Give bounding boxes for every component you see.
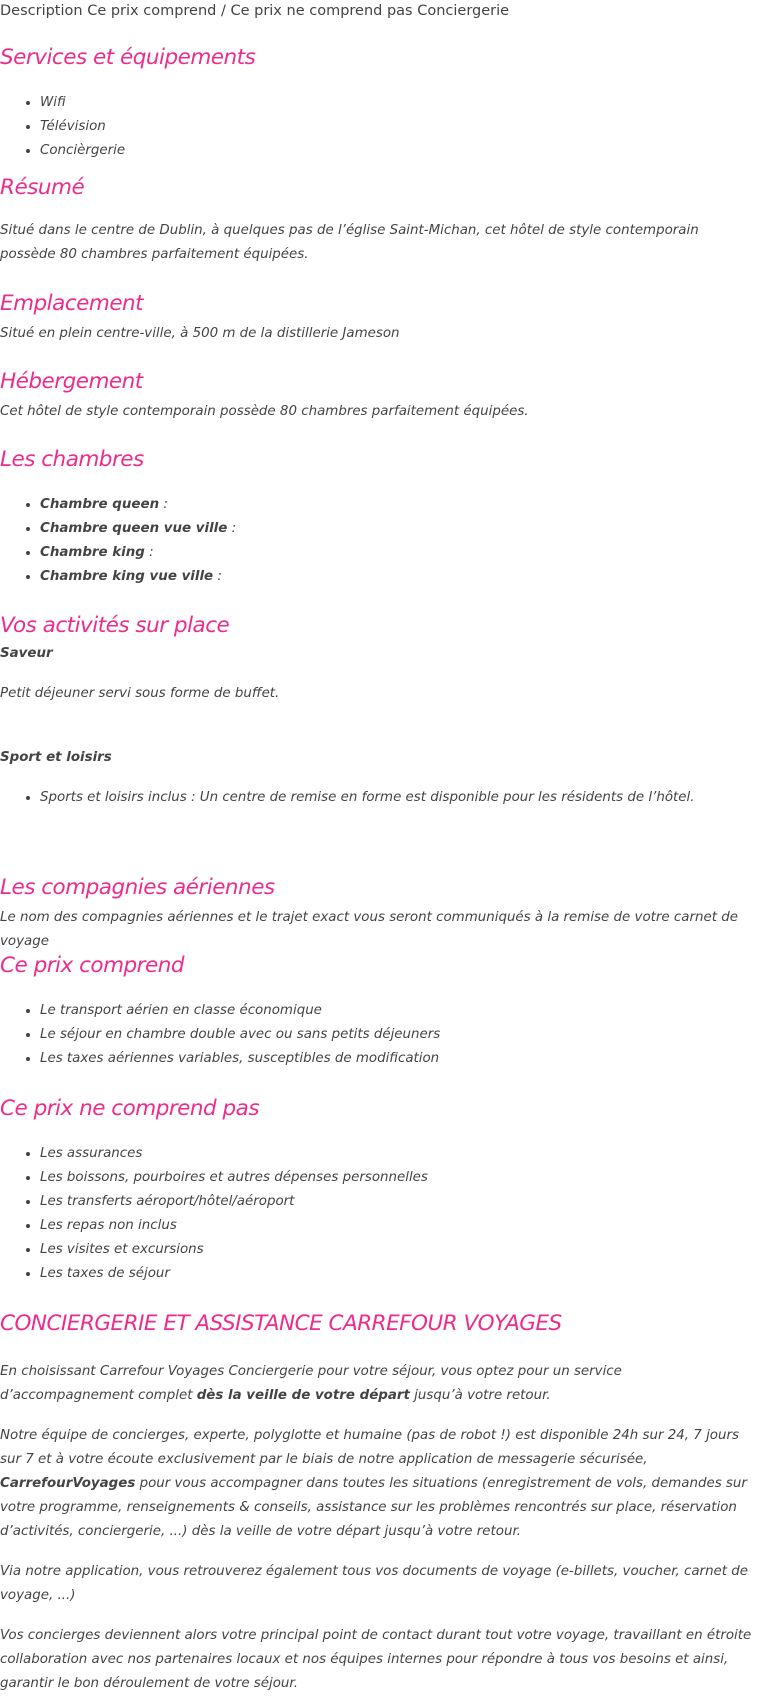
list-item: • Les repas non inclus (40, 1214, 758, 1238)
hebergement-title: Hébergement (0, 369, 143, 394)
list-item: • Les boissons, pourboires et autres dépenses personnelles (40, 1166, 758, 1190)
conciergerie-title: CONCIERGERIE ET ASSISTANCE CARREFOUR VOYAGES (0, 1311, 562, 1336)
conciergerie-p4: Vos concierges deviennent alors votre principal point de contact durant tout votre voyage, travaillant en étroite collaboration avec nos partenaires locaux et nos équipes internes pour répondre à tous vos besoins et ainsi, garantir le bon déroulement de votre séjour. (0, 1628, 752, 1691)
comprend-title: Ce prix comprend (0, 953, 184, 978)
list-item: • Les assurances (40, 1142, 758, 1166)
list-item: • Chambre king : (40, 541, 758, 565)
comprend-list (0, 999, 758, 1071)
room-name: Chambre queen vue ville (40, 521, 228, 536)
chambres-title: Les chambres (0, 447, 144, 472)
emplacement-text: Situé en plein centre-ville, à 500 m de la distillerie Jameson (0, 326, 400, 341)
list-item: • Télévision (40, 115, 758, 139)
list-item: • Concièrgerie (40, 139, 758, 163)
emplacement-title: Emplacement (0, 291, 144, 316)
list-item: • Sports et loisirs inclus : Un centre de remise en forme est disponible pour les résidents de l’hôtel. (40, 786, 758, 810)
room-name: Chambre king (40, 545, 145, 560)
list-item: • Les taxes de séjour (40, 1262, 758, 1286)
list-item: • Wifi (40, 91, 758, 115)
conciergerie-p1: En choisissant Carrefour Voyages Conciergerie pour votre séjour, vous optez pour un service d’accompagnement complet dès la veille de votre départ jusqu’à votre retour. (0, 1364, 622, 1403)
compagnies-title: Les compagnies aériennes (0, 875, 275, 900)
activites-title: Vos activités sur place (0, 613, 230, 638)
conciergerie-p3: Via notre application, vous retrouverez également tous vos documents de voyage (e-billets, voucher, carnet de voyage, ...) (0, 1564, 749, 1603)
list-item: • Chambre king vue ville : (40, 565, 758, 589)
list-item: • Les taxes aériennes variables, susceptibles de modification (40, 1047, 758, 1071)
services-title: Services et équipements (0, 45, 256, 70)
saveur-label: Saveur (0, 646, 53, 661)
sport-list (0, 786, 758, 810)
list-item: • Les transferts aéroport/hôtel/aéroport (40, 1190, 758, 1214)
room-name: Chambre king vue ville (40, 569, 214, 584)
services-list (0, 91, 758, 163)
ne-comprend-title: Ce prix ne comprend pas (0, 1096, 260, 1121)
description-line: Description Ce prix comprend / Ce prix ne comprend pas Conciergerie (0, 3, 510, 19)
hebergement-text: Cet hôtel de style contemporain possède 80 chambres parfaitement équipées. (0, 404, 529, 419)
compagnies-text: Le nom des compagnies aériennes et le trajet exact vous seront communiqués à la remise de votre carnet de voyage (0, 910, 738, 949)
saveur-text: Petit déjeuner servi sous forme de buffet. (0, 686, 280, 701)
resume-title: Résumé (0, 175, 85, 200)
ne-comprend-list (0, 1142, 758, 1286)
list-item: • Le séjour en chambre double avec ou sans petits déjeuners (40, 1023, 758, 1047)
room-name: Chambre queen (40, 497, 160, 512)
list-item: • Chambre queen vue ville : (40, 517, 758, 541)
conciergerie-p2: Notre équipe de concierges, experte, polyglotte et humaine (pas de robot !) est disponible 24h sur 24, 7 jours sur 7 et à votre écoute exclusivement par le biais de notre application de messagerie sécurisée, CarrefourVoyages pour vous accompagner dans toutes les situations (enregistrement de vols, demandes sur votre programme, renseignements & conseils, assistance sur les problèmes rencontrés sur place, réservation d’activités, conciergerie, ...) dès la veille de votre départ jusqu’à votre retour. (0, 1428, 747, 1539)
chambres-list (0, 493, 758, 589)
list-item: • Les visites et excursions (40, 1238, 758, 1262)
sport-label: Sport et loisirs (0, 750, 112, 765)
list-item: • Chambre queen : (40, 493, 758, 517)
list-item: • Le transport aérien en classe économique (40, 999, 758, 1023)
resume-text: Situé dans le centre de Dublin, à quelques pas de l’église Saint-Michan, cet hôtel de style contemporain possède 80 chambres parfaitement équipées. (0, 223, 699, 262)
